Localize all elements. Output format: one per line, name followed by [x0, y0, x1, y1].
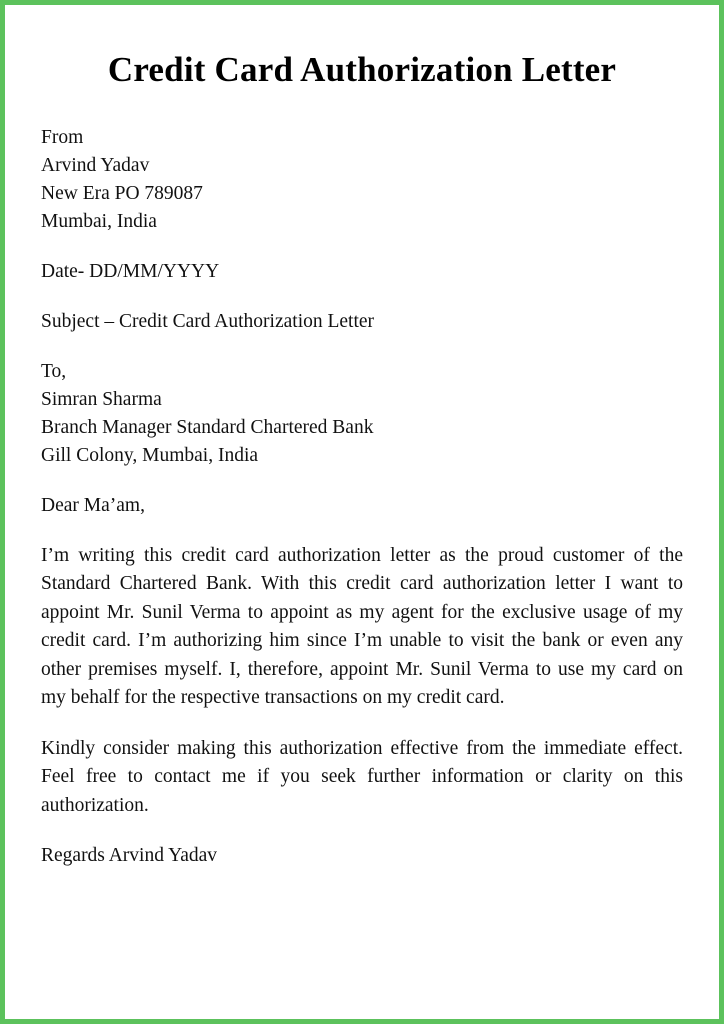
body-paragraph-1: I’m writing this credit card authorization letter as the proud customer of the Standard Chartered Bank. With this credit card authorization letter I want to appoint Mr. Sunil Verma to appoint as my agent for the exclusive usage of my credit card. I’m authorizing him since I’m unable to visit the bank or even any other premises myself. I, therefore, appoint Mr. Sunil Verma to use my card on my behalf for the respective transactions on my credit card.: [41, 544, 683, 708]
date-block: [41, 258, 683, 286]
recipient-name: Simran Sharma: [41, 388, 162, 410]
recipient-block: [41, 358, 683, 470]
sender-label: From: [41, 126, 84, 148]
sender-address-line-2: Mumbai, India: [41, 210, 157, 232]
recipient-designation: Branch Manager Standard Chartered Bank: [41, 416, 374, 438]
signoff-block: [41, 842, 683, 870]
recipient-address: Gill Colony, Mumbai, India: [41, 444, 259, 466]
salutation-block: [41, 492, 683, 520]
body-paragraph-2: Kindly consider making this authorization effective from the immediate effect. Feel free to contact me if you seek further information or clarity on this authorization.: [41, 737, 683, 816]
salutation: Dear Ma’am,: [41, 494, 145, 516]
recipient-label: To,: [41, 360, 67, 382]
letter-sheet: [5, 5, 719, 1019]
date-line: Date- DD/MM/YYYY: [41, 260, 220, 282]
signature-name: Arvind Yadav: [108, 845, 218, 866]
page-title: Credit Card Authorization Letter: [107, 50, 617, 89]
subject-block: [41, 308, 683, 336]
closing: Regards: [41, 845, 105, 866]
sender-block: [41, 124, 683, 236]
sender-name: Arvind Yadav: [41, 154, 150, 176]
subject-line: Subject – Credit Card Authorization Letter: [41, 310, 375, 332]
sender-address-line-1: New Era PO 789087: [41, 182, 203, 204]
